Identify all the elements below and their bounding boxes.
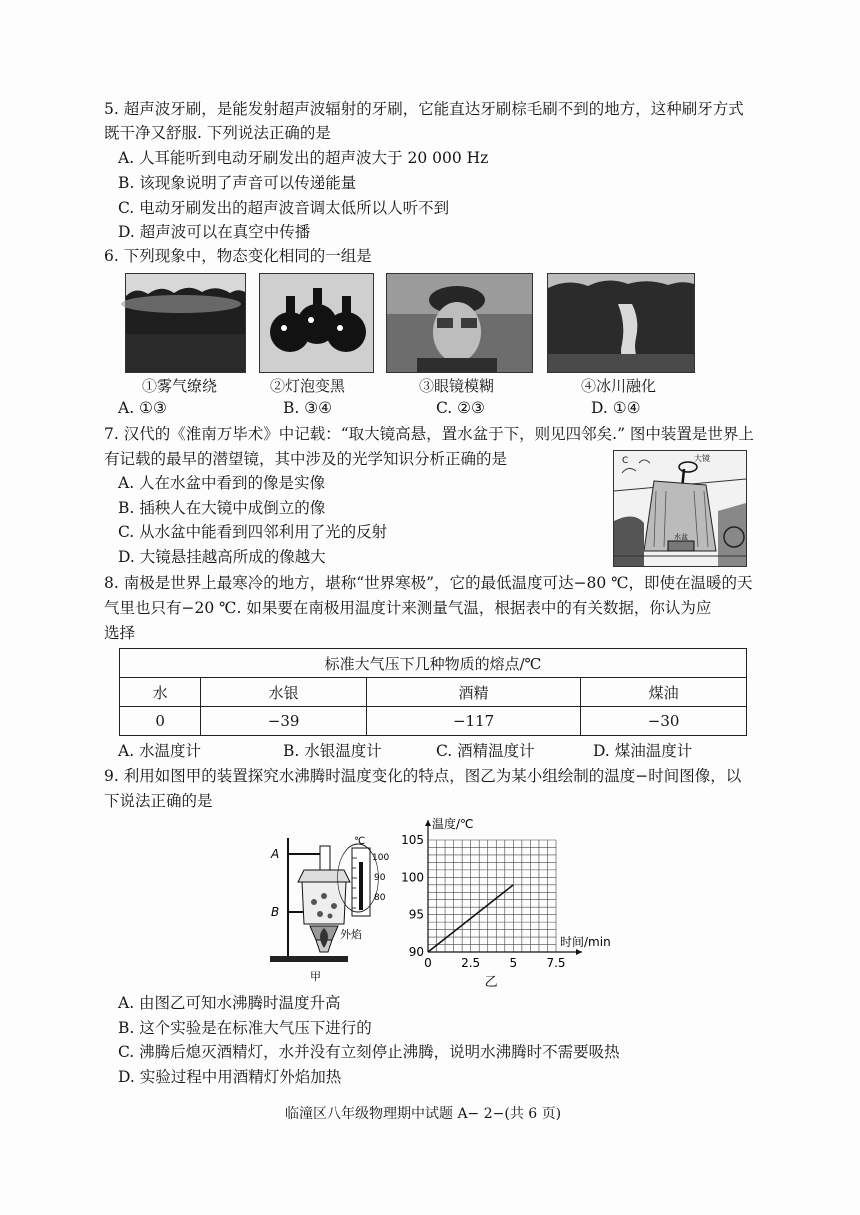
outer-flame-label: 外焰 (340, 928, 362, 941)
q6-option-b: B. ③④ (283, 399, 333, 417)
x-tick-label: 5 (509, 956, 518, 970)
boiling-apparatus-figure (262, 828, 392, 988)
y-axis-arrow (425, 820, 431, 826)
table-header-cell: 煤油 (581, 678, 747, 707)
periscope-illustration (613, 450, 747, 567)
caption-jia: 甲 (310, 970, 321, 983)
svg-text:C: C (622, 456, 629, 466)
melting-point-table (119, 648, 747, 736)
thermo-unit: ℃ (354, 836, 366, 847)
q5-option-c: C. 电动牙刷发出的超声波音调太低所以人听不到 (118, 199, 450, 217)
thermo-80: 80 (374, 893, 386, 903)
photo-caption-3: ③眼镜模糊 (419, 377, 495, 395)
q9-option-d: D. 实验过程中用酒精灯外焰加热 (118, 1068, 342, 1086)
q5-option-a: A. 人耳能听到电动牙刷发出的超声波大于 20 000 Hz (118, 149, 489, 167)
q7-option-d: D. 大镜悬挂越高所成的像越大 (118, 548, 326, 566)
label-a: A (271, 847, 280, 861)
y-tick-label: 95 (408, 907, 424, 922)
q7-option-b: B. 插秧人在大镜中成倒立的像 (118, 499, 326, 517)
table-header-cell: 酒精 (366, 678, 580, 707)
table-header-cell: 水 (120, 678, 201, 707)
label-b: B (271, 905, 280, 919)
x-axis-arrow (576, 949, 582, 955)
q5-option-d: D. 超声波可以在真空中传播 (118, 223, 311, 241)
q6-option-d: D. ①④ (591, 399, 641, 417)
y-tick-label: 100 (401, 870, 424, 885)
q8-option-a: A. 水温度计 (118, 742, 202, 760)
photo-glacier (547, 273, 695, 373)
temperature-time-chart (400, 814, 611, 992)
thermo-90: 90 (374, 873, 386, 883)
x-tick-label: 0 (424, 956, 432, 970)
table-header-cell: 水银 (201, 678, 367, 707)
photo-caption-2: ②灯泡变黑 (270, 377, 346, 395)
x-tick-label: 7.5 (546, 956, 566, 970)
q9-option-c: C. 沸腾后熄灭酒精灯，水并没有立刻停止沸腾，说明水沸腾时不需要吸热 (118, 1043, 620, 1061)
table-value-cell: −30 (581, 707, 747, 736)
y-tick-label: 105 (401, 833, 424, 847)
q8-option-d: D. 煤油温度计 (593, 742, 693, 760)
table-value-cell: −39 (201, 707, 367, 736)
x-axis-title: 时间/min (560, 935, 611, 949)
q9-stem-line1: 9. 利用如图甲的装置探究水沸腾时温度变化的特点，图乙为某小组绘制的温度−时间图像，以 (104, 767, 742, 785)
q5-stem-line2: 既干净又舒服. 下列说法正确的是 (104, 124, 331, 142)
y-tick-label: 90 (408, 945, 424, 959)
page-footer: 临潼区八年级物理期中试题 A− 2−(共 6 页) (285, 1106, 562, 1122)
q8-stem-line2: 气里也只有−20 ℃. 如果要在南极用温度计来测量气温，根据表中的有关数据，你认为应 (104, 599, 712, 617)
y-axis-title: 温度/℃ (432, 817, 474, 831)
q6-option-a: A. ①③ (118, 399, 167, 417)
table-value-cell: 0 (120, 707, 201, 736)
q7-option-a: A. 人在水盆中看到的像是实像 (118, 474, 326, 492)
photo-fog (125, 273, 246, 373)
label-mirror: 大镜 (694, 454, 710, 463)
table-title: 标准大气压下几种物质的熔点/℃ (120, 649, 747, 678)
q9-option-b: B. 这个实验是在标准大气压下进行的 (118, 1019, 372, 1037)
q7-stem-line2: 有记载的最早的潜望镜，其中涉及的光学知识分析正确的是 (104, 450, 508, 468)
thermo-100: 100 (372, 853, 390, 863)
q7-option-c: C. 从水盆中能看到四邻利用了光的反射 (118, 523, 388, 541)
q9-stem-line2: 下说法正确的是 (104, 792, 213, 810)
q8-option-b: B. 水银温度计 (283, 742, 382, 760)
photo-caption-4: ④冰川融化 (581, 377, 657, 395)
photo-bulbs (259, 273, 374, 373)
q6-option-c: C. ②③ (436, 399, 485, 417)
label-basin: 水盆 (674, 533, 688, 541)
q6-stem: 6. 下列现象中，物态变化相同的一组是 (104, 247, 372, 265)
table-value-cell: −117 (366, 707, 580, 736)
x-tick-label: 2.5 (461, 956, 481, 970)
q8-option-c: C. 酒精温度计 (436, 742, 535, 760)
q8-stem-line1: 8. 南极是世界上最寒冷的地方，堪称“世界寒极”，它的最低温度可达−80 ℃，即使在温暖的天 (104, 574, 753, 592)
q7-stem-line1: 7. 汉代的《淮南万毕术》中记载：“取大镜高悬，置水盆于下，则见四邻矣.” 图中装置是世界上 (104, 425, 754, 443)
q8-stem-line3: 选择 (104, 624, 136, 642)
chart-caption: 乙 (484, 975, 498, 990)
photo-caption-1: ①雾气缭绕 (142, 377, 218, 395)
photo-glasses (386, 273, 533, 373)
q5-option-b: B. 该现象说明了声音可以传递能量 (118, 174, 357, 192)
q9-option-a: A. 由图乙可知水沸腾时温度升高 (118, 994, 341, 1012)
q5-stem-line1: 5. 超声波牙刷，是能发射超声波辐射的牙刷，它能直达牙刷棕毛刷不到的地方，这种刷牙方式 (104, 100, 744, 118)
